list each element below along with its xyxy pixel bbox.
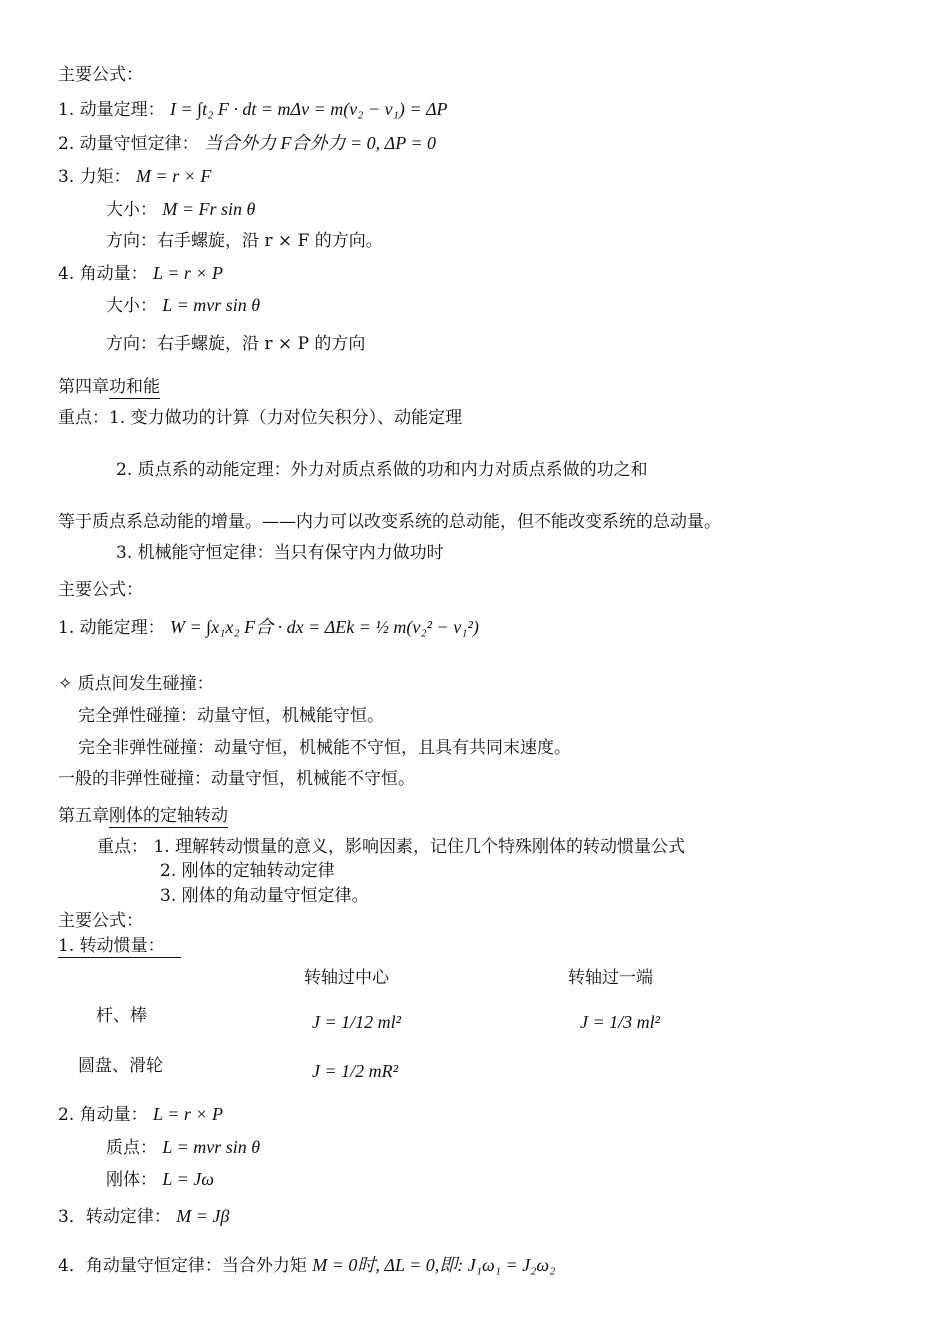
chapter-4-prefix: 第四章 xyxy=(58,377,109,397)
inertia-row-rod: 杆、棒 xyxy=(96,1006,147,1026)
angular-momentum-magnitude xyxy=(106,294,260,317)
formula-work-energy-eq: W = ∫x₁x₂ F合 · dx = ΔEk = ½ m(v₂² − v₁²) xyxy=(170,617,479,637)
formulas-heading-3: 主要公式： xyxy=(58,911,143,931)
formula-impulse-label: 1. 动量定理： xyxy=(58,100,165,120)
chapter-5-title: 刚体的定轴转动 xyxy=(109,806,228,826)
inertia-row-disk: 圆盘、滑轮 xyxy=(78,1056,163,1076)
chapter-4-key-1: 重点：1. 变力做功的计算（力对位矢积分）、动能定理 xyxy=(58,408,463,428)
formula-angular-momentum-2-label: 2. 角动量： xyxy=(58,1105,148,1125)
inertia-rod-center: J = 1/12 ml² xyxy=(312,1012,402,1032)
formula-angular-momentum-label: 4. 角动量： xyxy=(58,264,148,284)
torque-direction: 方向：右手螺旋，沿 r × F 的方向。 xyxy=(106,231,383,251)
inertia-col-center: 转轴过中心 xyxy=(304,968,389,988)
formula-angular-momentum-eq: L = r × P xyxy=(153,263,224,283)
chapter-4-heading xyxy=(58,376,160,398)
chapter-5-key-2: 2. 刚体的定轴转动定律 xyxy=(160,861,335,881)
chapter-4-key-2-cont: 等于质点系总动能的增量。——内力可以改变系统的总动能，但不能改变系统的总动量。 xyxy=(58,512,721,532)
angular-momentum-magnitude-eq: L = mvr sin θ xyxy=(162,295,261,315)
chapter-4-key-3: 3. 机械能守恒定律：当只有保守内力做功时 xyxy=(116,543,444,563)
angular-momentum-body xyxy=(106,1168,214,1191)
chapter-5-prefix: 第五章 xyxy=(58,806,109,826)
angular-momentum-particle xyxy=(106,1136,260,1159)
collision-inelastic: 一般的非弹性碰撞：动量守恒，机械能不守恒。 xyxy=(58,769,415,789)
angular-momentum-body-eq: L = Jω xyxy=(162,1169,214,1189)
formula-angular-momentum xyxy=(58,262,223,285)
inertia-label: 1. 转动惯量： xyxy=(58,936,181,958)
formula-rotation-law xyxy=(58,1205,229,1228)
chapter-4-key-2: 2. 质点系的动能定理：外力对质点系做的功和内力对质点系做的功之和 xyxy=(116,460,648,480)
torque-magnitude-label: 大小： xyxy=(106,200,157,220)
inertia-disk-center: J = 1/2 mR² xyxy=(312,1061,399,1081)
chapter-5-heading xyxy=(58,805,228,827)
formula-impulse-eq: I = ∫t₂ F · dt = mΔv = m(v₂ − v₁) = ΔP xyxy=(170,99,448,119)
collision-elastic: 完全弹性碰撞：动量守恒，机械能守恒。 xyxy=(78,706,384,726)
collision-perfectly-inelastic: 完全非弹性碰撞：动量守恒，机械能不守恒，且具有共同末速度。 xyxy=(78,738,571,758)
formula-angular-momentum-2-eq: L = r × P xyxy=(153,1104,224,1124)
formula-torque-eq: M = r × F xyxy=(136,166,212,186)
formula-momentum-conservation-eq: 当合外力 F合外力 = 0, ΔP = 0 xyxy=(204,133,437,153)
chapter-5-key-3: 3. 刚体的角动量守恒定律。 xyxy=(160,886,369,906)
inertia-rod-end: J = 1/3 ml² xyxy=(580,1012,661,1032)
formula-rotation-law-eq: M = Jβ xyxy=(176,1206,230,1226)
angular-momentum-particle-label: 质点： xyxy=(106,1138,157,1158)
collision-heading: ✧ 质点间发生碰撞： xyxy=(58,674,214,694)
inertia-col-end: 转轴过一端 xyxy=(568,968,653,988)
formulas-heading-1: 主要公式： xyxy=(58,65,143,85)
torque-magnitude-eq: M = Fr sin θ xyxy=(162,199,256,219)
formula-momentum-conservation xyxy=(58,132,436,155)
formula-torque xyxy=(58,165,211,188)
angular-momentum-particle-eq: L = mvr sin θ xyxy=(162,1137,261,1157)
formulas-heading-2: 主要公式： xyxy=(58,580,143,600)
chapter-4-title: 功和能 xyxy=(109,377,160,397)
formula-rotation-law-label: 3．转动定律： xyxy=(58,1207,171,1227)
torque-magnitude xyxy=(106,198,255,221)
formula-angular-momentum-conservation-eq: M = 0时, ΔL = 0,即: J₁ω₁ = J₂ω₂ xyxy=(312,1255,556,1275)
formula-torque-label: 3. 力矩： xyxy=(58,167,131,187)
angular-momentum-magnitude-label: 大小： xyxy=(106,296,157,316)
formula-work-energy-label: 1. 动能定理： xyxy=(58,618,165,638)
angular-momentum-body-label: 刚体： xyxy=(106,1170,157,1190)
formula-momentum-conservation-label: 2. 动量守恒定律： xyxy=(58,134,199,154)
formula-work-energy xyxy=(58,616,479,639)
formula-angular-momentum-2 xyxy=(58,1103,223,1126)
formula-angular-momentum-conservation-label: 4．角动量守恒定律：当合外力矩 xyxy=(58,1256,307,1276)
formula-angular-momentum-conservation xyxy=(58,1254,555,1277)
formula-impulse xyxy=(58,98,448,121)
angular-momentum-direction: 方向：右手螺旋，沿 r × P 的方向 xyxy=(106,334,366,354)
inertia-heading xyxy=(58,935,181,957)
chapter-5-key-1: 重点： 1. 理解转动惯量的意义，影响因素，记住几个特殊刚体的转动惯量公式 xyxy=(97,837,686,857)
